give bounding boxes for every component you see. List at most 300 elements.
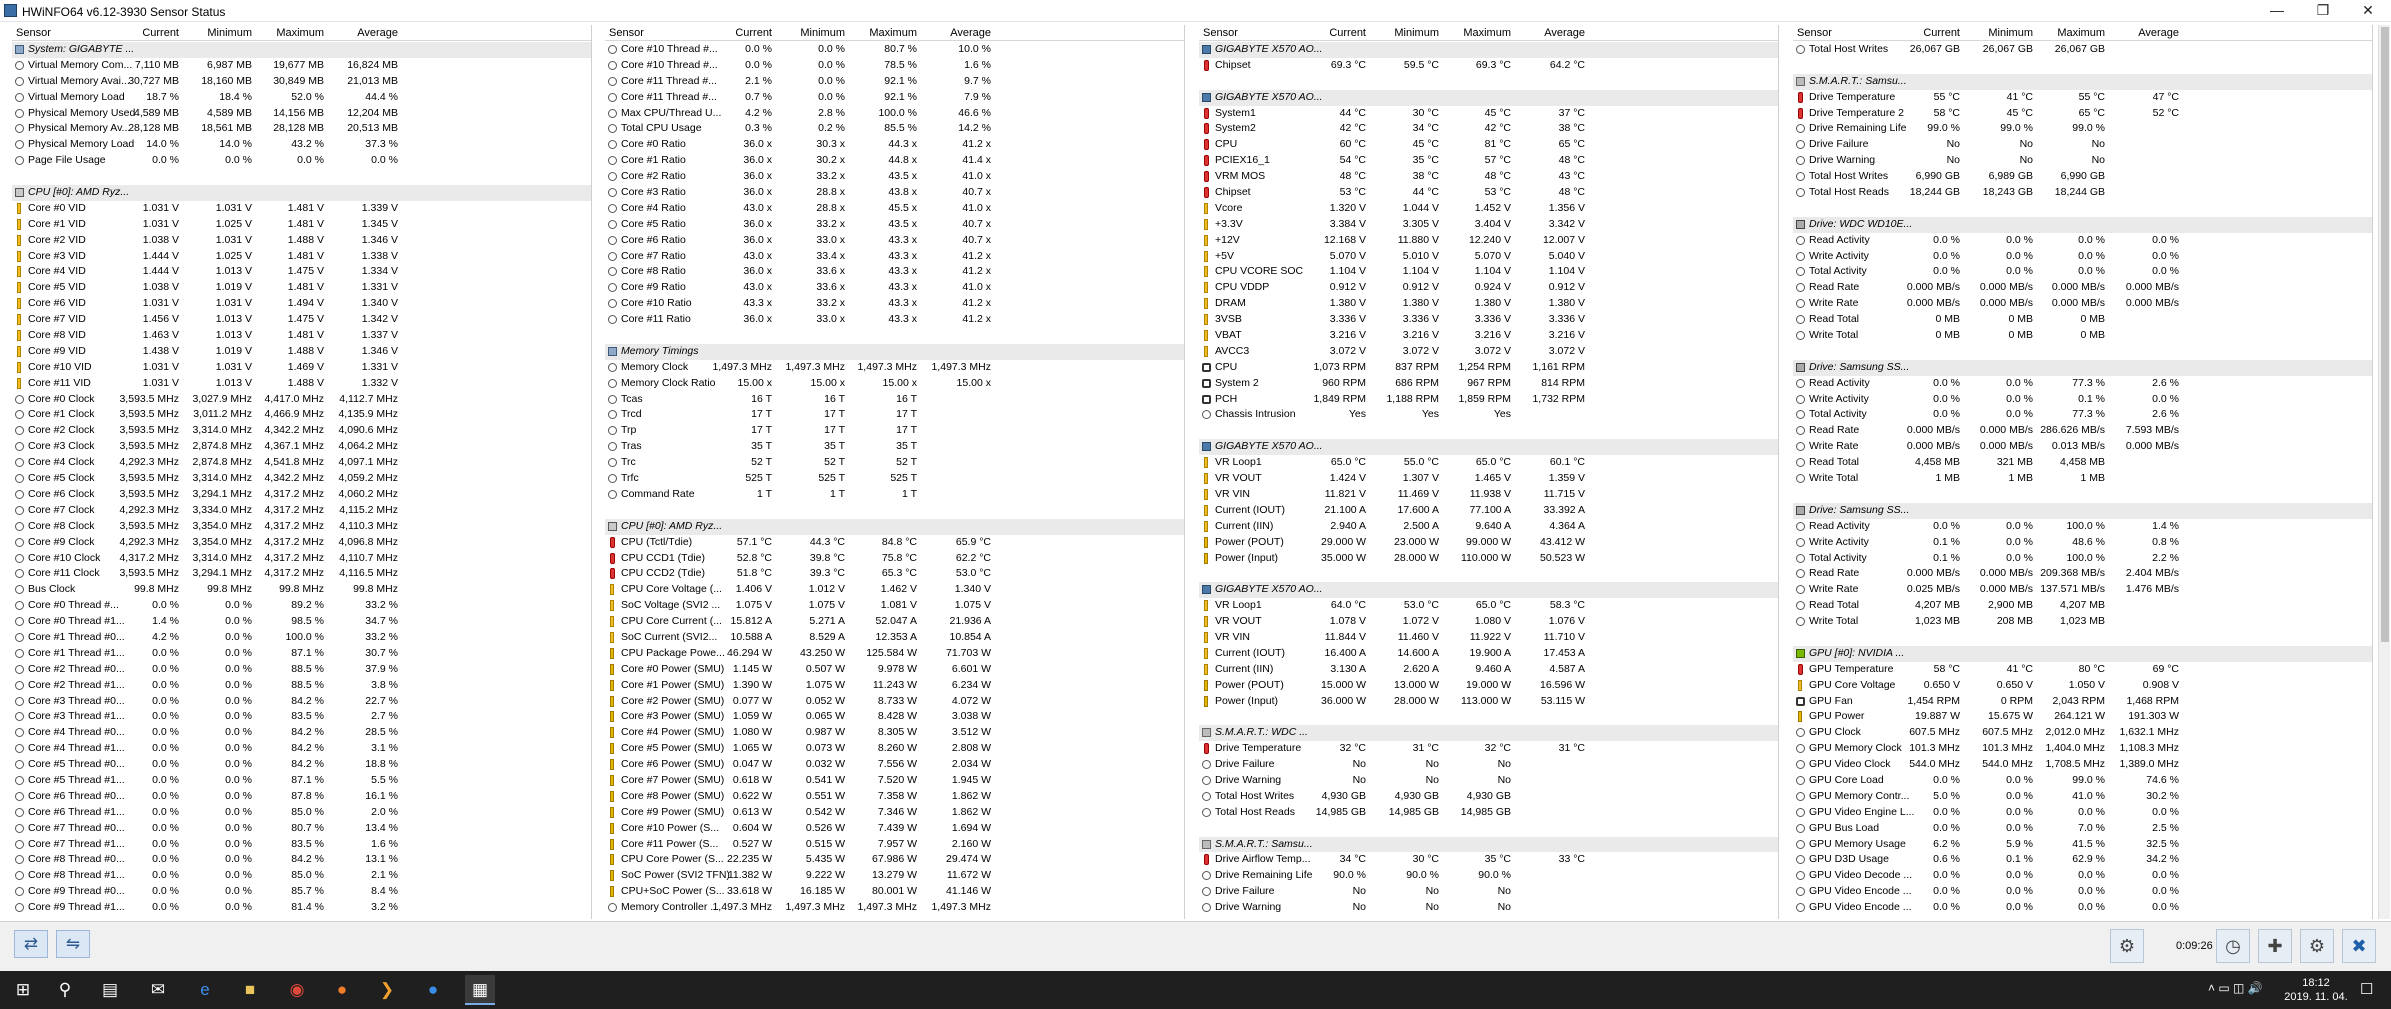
window-title: HWiNFO64 v6.12-3930 Sensor Status (22, 5, 226, 19)
sensor-row[interactable] (1199, 58, 1779, 74)
average-value: 1.345 V (361, 217, 398, 230)
sensor-row[interactable] (605, 392, 1185, 408)
minimum-value: 17 T (824, 408, 845, 421)
sensor-row[interactable] (1793, 821, 2373, 837)
sensor-name: Tras (621, 440, 642, 453)
sensor-name: Drive Failure (1809, 138, 1869, 151)
sensor-row[interactable] (1793, 789, 2373, 805)
sensor-group-header[interactable] (12, 42, 592, 58)
sensor-row[interactable] (605, 201, 1185, 217)
clock-icon (1796, 267, 1805, 276)
sensor-row[interactable] (605, 868, 1185, 884)
sensor-row[interactable] (605, 74, 1185, 90)
sensor-row[interactable] (605, 217, 1185, 233)
sensor-row[interactable] (1199, 328, 1779, 344)
collapse-expand-button[interactable] (56, 930, 90, 958)
average-value: 11.715 V (1543, 487, 1585, 500)
sensor-row[interactable] (12, 201, 592, 217)
sensor-row[interactable] (1199, 487, 1779, 503)
sensor-row[interactable] (1199, 471, 1779, 487)
sensor-row[interactable] (12, 868, 592, 884)
sensor-row[interactable] (1793, 280, 2373, 296)
chrome-app[interactable] (282, 975, 312, 1005)
sensor-row[interactable] (12, 344, 592, 360)
sensor-row[interactable] (605, 821, 1185, 837)
app-blue[interactable] (418, 975, 448, 1005)
notification-center-icon[interactable]: ☐ (2360, 981, 2374, 998)
sensor-row[interactable] (1199, 519, 1779, 535)
sensor-row[interactable] (12, 614, 592, 630)
maximize-button[interactable] (2300, 0, 2346, 22)
column-header-current[interactable]: Current (142, 27, 179, 39)
maximum-value: 15.00 x (882, 376, 917, 389)
sensor-row[interactable] (1199, 551, 1779, 567)
sensor-row[interactable] (1199, 868, 1779, 884)
sensor-group-header[interactable] (1199, 837, 1779, 853)
sensor-row[interactable] (1793, 42, 2373, 58)
sensor-row[interactable] (12, 360, 592, 376)
clock-icon (1202, 792, 1211, 801)
sensor-group-header[interactable] (605, 344, 1185, 360)
sensor-row[interactable] (1793, 392, 2373, 408)
sensor-row[interactable] (1199, 852, 1779, 868)
sensor-row[interactable] (12, 74, 592, 90)
column-header-sensor[interactable]: Sensor (609, 27, 644, 39)
sensor-row[interactable] (12, 455, 592, 471)
sensor-row[interactable] (12, 852, 592, 868)
sensor-row[interactable] (605, 582, 1185, 598)
sensor-row[interactable] (12, 551, 592, 567)
minimum-value: 3,027.9 MHz (192, 392, 252, 405)
sensor-row[interactable] (1793, 423, 2373, 439)
column-header-sensor[interactable]: Sensor (1797, 27, 1832, 39)
sensor-row[interactable] (12, 566, 592, 582)
sensor-row[interactable] (12, 137, 592, 153)
sensor-row[interactable] (1199, 614, 1779, 630)
sensor-row[interactable] (1199, 137, 1779, 153)
column-header[interactable] (1793, 25, 2373, 41)
current-value: 4,589 MB (134, 106, 179, 119)
sensor-row[interactable] (1793, 90, 2373, 106)
sensor-row[interactable] (1199, 312, 1779, 328)
sensor-group-header[interactable] (1199, 582, 1779, 598)
sensor-row[interactable] (12, 423, 592, 439)
start-button[interactable] (8, 975, 38, 1005)
sensor-name: Core #4 Clock (28, 456, 95, 469)
sensor-row[interactable] (605, 837, 1185, 853)
sensor-row[interactable] (1793, 169, 2373, 185)
sensor-group-header[interactable] (1793, 503, 2373, 519)
sensor-row[interactable] (1793, 376, 2373, 392)
sensor-row[interactable] (1199, 757, 1779, 773)
sensor-row[interactable] (605, 773, 1185, 789)
sensor-row[interactable] (605, 614, 1185, 630)
sensor-row[interactable] (605, 789, 1185, 805)
therm-icon (1204, 171, 1209, 182)
sensor-row[interactable] (1793, 566, 2373, 582)
sensor-row[interactable] (12, 741, 592, 757)
sensor-row[interactable] (1199, 884, 1779, 900)
sensor-row[interactable] (605, 487, 1185, 503)
sensor-row[interactable] (12, 471, 592, 487)
sensor-row[interactable] (605, 884, 1185, 900)
app-orange[interactable] (327, 975, 357, 1005)
sensor-row[interactable] (12, 392, 592, 408)
sensor-row[interactable] (1793, 662, 2373, 678)
column-header-minimum[interactable]: Minimum (800, 27, 845, 39)
sensor-row[interactable] (605, 137, 1185, 153)
column-header-current[interactable]: Current (1329, 27, 1366, 39)
sensor-name: Core #1 Clock (28, 408, 95, 421)
sensor-row[interactable] (12, 487, 592, 503)
sensor-row[interactable] (605, 900, 1185, 916)
sensor-row[interactable] (1793, 185, 2373, 201)
sensor-row[interactable] (605, 551, 1185, 567)
sensor-row[interactable] (12, 249, 592, 265)
sensor-row[interactable] (12, 312, 592, 328)
sensor-group-header[interactable] (1793, 74, 2373, 90)
maximum-value: 41.5 % (2072, 837, 2105, 850)
sensor-group-header[interactable] (1199, 725, 1779, 741)
sensor-row[interactable] (605, 121, 1185, 137)
column-header-minimum[interactable]: Minimum (1988, 27, 2033, 39)
reset-timer-button[interactable] (2216, 929, 2250, 963)
sensor-row[interactable] (1793, 471, 2373, 487)
average-value: 1.104 V (1548, 265, 1585, 278)
sensor-row[interactable] (605, 646, 1185, 662)
sensor-row[interactable] (1793, 805, 2373, 821)
sensor-row[interactable] (1793, 249, 2373, 265)
sensor-row[interactable] (12, 773, 592, 789)
sensor-row[interactable] (605, 678, 1185, 694)
sensor-row[interactable] (605, 233, 1185, 249)
app-dark[interactable] (372, 975, 402, 1005)
sensor-row[interactable] (1199, 106, 1779, 122)
sensor-row[interactable] (1199, 217, 1779, 233)
volt-icon (1204, 632, 1208, 643)
sensor-row[interactable] (12, 233, 592, 249)
fan-icon (1796, 697, 1805, 706)
sensor-row[interactable] (1793, 725, 2373, 741)
column-header-average[interactable]: Average (2138, 27, 2179, 39)
sensor-row[interactable] (12, 121, 592, 137)
sensor-row[interactable] (1199, 630, 1779, 646)
close-window-button[interactable] (2345, 0, 2391, 22)
sensor-row[interactable] (605, 280, 1185, 296)
sensor-name: Virtual Memory Avai... (28, 74, 130, 87)
sensor-row[interactable] (605, 264, 1185, 280)
sensor-row[interactable] (605, 741, 1185, 757)
sensor-group-header[interactable] (1793, 217, 2373, 233)
sensor-row[interactable] (12, 106, 592, 122)
column-header-minimum[interactable]: Minimum (207, 27, 252, 39)
sensor-group-header[interactable] (1199, 90, 1779, 106)
sensor-row[interactable] (1199, 741, 1779, 757)
sensor-row[interactable] (12, 153, 592, 169)
sensor-row[interactable] (12, 407, 592, 423)
file-explorer-app[interactable] (235, 975, 265, 1005)
sensor-row[interactable] (1199, 185, 1779, 201)
sensor-row[interactable] (605, 169, 1185, 185)
sensor-row[interactable] (605, 439, 1185, 455)
sensor-row[interactable] (1793, 757, 2373, 773)
sensor-row[interactable] (1793, 153, 2373, 169)
average-value: 1.359 V (1548, 472, 1585, 485)
sensor-row[interactable] (1199, 264, 1779, 280)
average-value: 15.00 x (956, 376, 991, 389)
sensor-row[interactable] (1793, 439, 2373, 455)
sensor-row[interactable] (605, 757, 1185, 773)
sensor-row[interactable] (1793, 773, 2373, 789)
column-header[interactable] (605, 25, 1185, 41)
sensor-row[interactable] (12, 280, 592, 296)
sensor-row[interactable] (605, 249, 1185, 265)
sensor-row[interactable] (1199, 169, 1779, 185)
sensor-row[interactable] (1793, 328, 2373, 344)
sensor-row[interactable] (605, 662, 1185, 678)
sensor-row[interactable] (1199, 455, 1779, 471)
spacer-row (1793, 487, 2373, 503)
minimum-value: 1.380 V (1402, 297, 1439, 310)
sensor-row[interactable] (605, 312, 1185, 328)
sensor-row[interactable] (12, 90, 592, 106)
sensor-row[interactable] (1793, 121, 2373, 137)
sensor-row[interactable] (1199, 900, 1779, 916)
sensor-row[interactable] (12, 694, 592, 710)
minimum-value: 0.0 % (818, 43, 845, 55)
sensor-row[interactable] (1199, 233, 1779, 249)
column-header-maximum[interactable]: Maximum (869, 27, 917, 39)
sensor-row[interactable] (1199, 249, 1779, 265)
system-tray[interactable] (2208, 981, 2263, 995)
sensor-name: Tcas (621, 392, 643, 405)
sensor-row[interactable] (1199, 678, 1779, 694)
sensor-row[interactable] (1793, 884, 2373, 900)
sensor-row[interactable] (12, 58, 592, 74)
current-value: 48 °C (1339, 170, 1366, 183)
sensor-row[interactable] (605, 598, 1185, 614)
sensor-row[interactable] (1793, 582, 2373, 598)
column-header-sensor[interactable]: Sensor (1203, 27, 1238, 39)
hwinfo-taskbar-app[interactable] (465, 975, 495, 1005)
sensor-row[interactable] (12, 503, 592, 519)
task-view-button[interactable] (95, 975, 125, 1005)
sensor-row[interactable] (1199, 805, 1779, 821)
current-value: 0.0 % (1933, 233, 1960, 246)
current-value: 36.0 x (743, 265, 772, 278)
taskbar-clock[interactable] (2278, 976, 2354, 1004)
sensor-row[interactable] (1793, 741, 2373, 757)
sensor-row[interactable] (1793, 106, 2373, 122)
sensor-group-header[interactable] (1199, 42, 1779, 58)
sensor-row[interactable] (605, 106, 1185, 122)
mail-app[interactable] (143, 975, 173, 1005)
sensor-row[interactable] (12, 264, 592, 280)
minimum-value: 23.000 W (1394, 535, 1439, 548)
sensor-row[interactable] (1199, 662, 1779, 678)
sensor-row[interactable] (1199, 121, 1779, 137)
sensor-row[interactable] (1793, 455, 2373, 471)
maximum-value: 65.3 °C (881, 567, 917, 580)
sensor-row[interactable] (1793, 312, 2373, 328)
sensor-row[interactable] (12, 535, 592, 551)
sensor-row[interactable] (605, 360, 1185, 376)
sensor-row[interactable] (1793, 407, 2373, 423)
column-header[interactable] (1199, 25, 1779, 41)
sensor-row[interactable] (12, 821, 592, 837)
sensor-row[interactable] (1793, 551, 2373, 567)
average-value: 4,060.2 MHz (338, 487, 398, 500)
sensor-row[interactable] (1793, 264, 2373, 280)
sensor-group-header[interactable] (12, 185, 592, 201)
sensor-row[interactable] (605, 455, 1185, 471)
sensor-row[interactable] (1793, 852, 2373, 868)
power-icon (610, 727, 614, 738)
current-value: 0.604 W (732, 821, 772, 834)
clock-icon (1796, 299, 1805, 308)
sensor-row[interactable] (605, 90, 1185, 106)
sensor-row[interactable] (605, 852, 1185, 868)
sensor-row[interactable] (12, 376, 592, 392)
sensor-row[interactable] (1199, 646, 1779, 662)
sensor-name: Core #7 Power (SMU) (621, 773, 725, 786)
sensor-row[interactable] (12, 805, 592, 821)
column-header-current[interactable]: Current (735, 27, 772, 39)
sensor-row[interactable] (605, 185, 1185, 201)
column-header-minimum[interactable]: Minimum (1394, 27, 1439, 39)
column-header-sensor[interactable]: Sensor (16, 27, 51, 39)
network-button[interactable] (2110, 929, 2144, 963)
column-header-maximum[interactable]: Maximum (2057, 27, 2105, 39)
scrollbar-thumb[interactable] (2381, 27, 2389, 642)
sensor-row[interactable] (1199, 153, 1779, 169)
column-header-average[interactable]: Average (950, 27, 991, 39)
maximum-value: 4,930 GB (1466, 789, 1511, 802)
sensor-row[interactable] (605, 423, 1185, 439)
sensor-row[interactable] (605, 471, 1185, 487)
sensor-row[interactable] (12, 519, 592, 535)
sensor-row[interactable] (12, 837, 592, 853)
sensor-row[interactable] (1199, 503, 1779, 519)
column-header-maximum[interactable]: Maximum (276, 27, 324, 39)
sensor-row[interactable] (1199, 407, 1779, 423)
sensor-row[interactable] (605, 709, 1185, 725)
sensor-row[interactable] (605, 725, 1185, 741)
sensor-row[interactable] (1199, 598, 1779, 614)
sensor-row[interactable] (1199, 344, 1779, 360)
average-value: 41.2 x (962, 249, 991, 262)
search-button[interactable] (50, 975, 80, 1005)
sensor-row[interactable] (12, 646, 592, 662)
sensor-row[interactable] (1793, 519, 2373, 535)
sensor-row[interactable] (12, 709, 592, 725)
column-header-maximum[interactable]: Maximum (1463, 27, 1511, 39)
sensor-row[interactable] (1199, 280, 1779, 296)
minimize-button[interactable] (2254, 0, 2300, 22)
sensor-row[interactable] (1793, 837, 2373, 853)
sensor-row[interactable] (12, 662, 592, 678)
sensor-row[interactable] (1793, 137, 2373, 153)
sensor-row[interactable] (605, 535, 1185, 551)
add-report-button[interactable] (2258, 929, 2292, 963)
sensor-row[interactable] (1199, 201, 1779, 217)
dark-app-icon: ❯ (379, 980, 395, 999)
sensor-row[interactable] (12, 900, 592, 916)
sensor-row[interactable] (12, 296, 592, 312)
sensor-row[interactable] (605, 694, 1185, 710)
sensor-row[interactable] (1793, 694, 2373, 710)
sensor-row[interactable] (605, 630, 1185, 646)
sensor-group-header[interactable] (1199, 439, 1779, 455)
sensor-row[interactable] (12, 439, 592, 455)
sensor-row[interactable] (1199, 535, 1779, 551)
sensor-row[interactable] (1793, 868, 2373, 884)
sensor-group-header[interactable] (1793, 646, 2373, 662)
sensor-row[interactable] (12, 217, 592, 233)
average-value: 1,632.1 MHz (2119, 726, 2179, 739)
sensor-row[interactable] (12, 630, 592, 646)
maximum-value: 11.922 V (1469, 630, 1511, 643)
edge-app[interactable] (190, 975, 220, 1005)
column-header-average[interactable]: Average (1544, 27, 1585, 39)
sensor-row[interactable] (1793, 535, 2373, 551)
sensor-row[interactable] (12, 884, 592, 900)
column-header[interactable] (12, 25, 592, 41)
sensor-group-header[interactable] (1793, 360, 2373, 376)
sensor-row[interactable] (1199, 694, 1779, 710)
sensor-row[interactable] (605, 42, 1185, 58)
sensor-row[interactable] (605, 376, 1185, 392)
sensor-row[interactable] (12, 582, 592, 598)
sensor-group-header[interactable] (605, 519, 1185, 535)
sensor-row[interactable] (1793, 614, 2373, 630)
sensor-row[interactable] (1793, 709, 2373, 725)
sensor-row[interactable] (1199, 392, 1779, 408)
settings-button[interactable] (2300, 929, 2334, 963)
sensor-row[interactable] (1793, 598, 2373, 614)
sensor-row[interactable] (1199, 360, 1779, 376)
clock-icon (15, 585, 24, 594)
column-header-average[interactable]: Average (357, 27, 398, 39)
sensor-row[interactable] (605, 153, 1185, 169)
sensor-row[interactable] (1793, 296, 2373, 312)
sensor-row[interactable] (1199, 773, 1779, 789)
sensor-row[interactable] (605, 407, 1185, 423)
close-sensors-button[interactable] (2342, 929, 2376, 963)
sensor-row[interactable] (1199, 789, 1779, 805)
sensor-row[interactable] (12, 725, 592, 741)
sensor-row[interactable] (12, 678, 592, 694)
sensor-row[interactable] (1793, 900, 2373, 916)
sensor-row[interactable] (12, 757, 592, 773)
average-value: 13.1 % (365, 853, 398, 866)
sensor-row[interactable] (605, 805, 1185, 821)
sensor-row[interactable] (605, 566, 1185, 582)
sensor-row[interactable] (1793, 233, 2373, 249)
column-header-current[interactable]: Current (1923, 27, 1960, 39)
sensor-row[interactable] (12, 789, 592, 805)
vertical-scrollbar[interactable] (2378, 25, 2390, 919)
sensor-row[interactable] (605, 296, 1185, 312)
sensor-row[interactable] (1199, 376, 1779, 392)
sensor-row[interactable] (12, 328, 592, 344)
sensor-row[interactable] (1199, 296, 1779, 312)
current-value: 1.456 V (142, 313, 179, 326)
navigate-left-right-button[interactable] (14, 930, 48, 958)
sensor-row[interactable] (12, 598, 592, 614)
sensor-row[interactable] (605, 58, 1185, 74)
sensor-row[interactable] (1793, 678, 2373, 694)
